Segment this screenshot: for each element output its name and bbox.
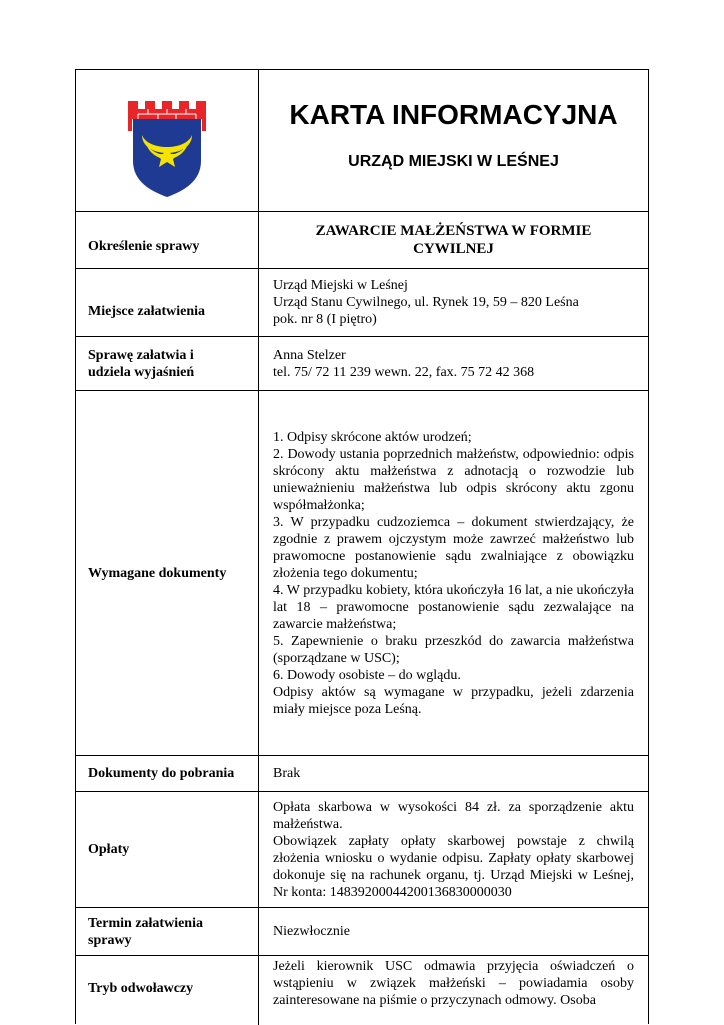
header-row: [76, 70, 648, 212]
office-name: URZĄD MIEJSKI W LEŚNEJ: [348, 153, 559, 170]
contact-label-line: udziela wyjaśnień: [88, 364, 195, 380]
deadline-value: Niezwłocznie: [273, 924, 350, 939]
document-item: 1. Odpisy skrócone aktów urodzeń;: [273, 429, 472, 445]
place-line: Urząd Stanu Cywilnego, ul. Rynek 19, 59 – 820 Leśna: [273, 295, 579, 310]
contact-row: [76, 337, 648, 391]
document-item: 6. Dowody osobiste – do wglądu.: [273, 667, 461, 683]
page-title: KARTA INFORMACYJNA: [289, 99, 618, 130]
documents-row: [76, 391, 648, 756]
contact-phone: tel. 75/ 72 11 239 wewn. 22, fax. 75 72 42 368: [273, 364, 535, 380]
document-note: Odpisy aktów są wymagane w przypadku, jeżeli zdarzenia miały miejsce poza Leśną.: [273, 684, 634, 717]
fees-row: [76, 792, 648, 908]
appeal-label: Tryb odwoławczy: [76, 956, 259, 1025]
contact-label: [76, 337, 259, 390]
contact-person: Anna Stelzer: [273, 347, 346, 363]
case-value-line: ZAWARCIE MAŁŻEŃSTWA W FORMIE: [315, 223, 592, 239]
coat-of-arms-lesna-icon: [128, 101, 206, 197]
place-label: Miejsce załatwienia: [76, 269, 259, 336]
contact-label-line: Sprawę załatwia i: [88, 347, 194, 363]
case-value-line: CYWILNEJ: [413, 241, 494, 257]
downloads-row: [76, 756, 648, 792]
header-title-cell: [259, 70, 648, 211]
document-item: 2. Dowody ustania poprzednich małżeństw, odpowiednio: odpis skrócony aktu małżeństwa z adnotacją o rozwodzie lub unieważnieniu małżeństwa lub odpis skrócony aktu zgonu współmałżonka;: [273, 446, 634, 513]
deadline-row: [76, 908, 648, 956]
appeal-row: [76, 956, 648, 1025]
info-card: [75, 69, 649, 1024]
document-item: 5. Zapewnienie o braku przeszkód do zawarcia małżeństwa (sporządzane w USC);: [273, 633, 634, 666]
place-value: [259, 269, 648, 336]
deadline-label-line: sprawy: [88, 932, 132, 948]
place-row: [76, 269, 648, 337]
case-value: [259, 212, 648, 268]
documents-list: [259, 391, 648, 755]
deadline-label-line: Termin załatwienia: [88, 915, 203, 931]
emblem-cell: [76, 70, 259, 211]
documents-label: Wymagane dokumenty: [76, 391, 259, 755]
fee-paragraph: Obowiązek zapłaty opłaty skarbowej powstaje z chwilą złożenia wniosku o wydanie odpisu. Zapłaty opłaty skarbowej dokonuje się na rachunek organu, tj. Urząd Miejski w Leśnej, Nr konta: 14839200044200136830000030: [273, 833, 634, 900]
contact-value: [259, 337, 648, 390]
document-item: 3. W przypadku cudzoziemca – dokument stwierdzający, że zgodnie z prawem ojczystym może zawrzeć małżeństwo lub prawomocne postanowienie sądu zwalniające z obowiązku złożenia tego dokumentu;: [273, 514, 634, 581]
deadline-label: [76, 908, 259, 955]
downloads-label: Dokumenty do pobrania: [76, 756, 259, 791]
fees-value: [259, 792, 648, 907]
case-label: Określenie sprawy: [76, 212, 259, 268]
downloads-value: Brak: [273, 766, 301, 781]
place-line: pok. nr 8 (I piętro): [273, 312, 377, 327]
fees-label: Opłaty: [76, 792, 259, 907]
document-item: 4. W przypadku kobiety, która ukończyła 16 lat, a nie ukończyła lat 18 – prawomocne postanowienie sądu zezwalające na zawarcie małżeństwa;: [273, 582, 634, 632]
appeal-value: Jeżeli kierownik USC odmawia przyjęcia oświadczeń o wstąpieniu w związek małżeński – powiadamia osoby zainteresowane na piśmie o przyczynach odmowy. Osoba: [273, 959, 634, 1008]
case-row: [76, 212, 648, 269]
fee-paragraph: Opłata skarbowa w wysokości 84 zł. za sporządzenie aktu małżeństwa.: [273, 799, 634, 832]
place-line: Urząd Miejski w Leśnej: [273, 278, 408, 293]
